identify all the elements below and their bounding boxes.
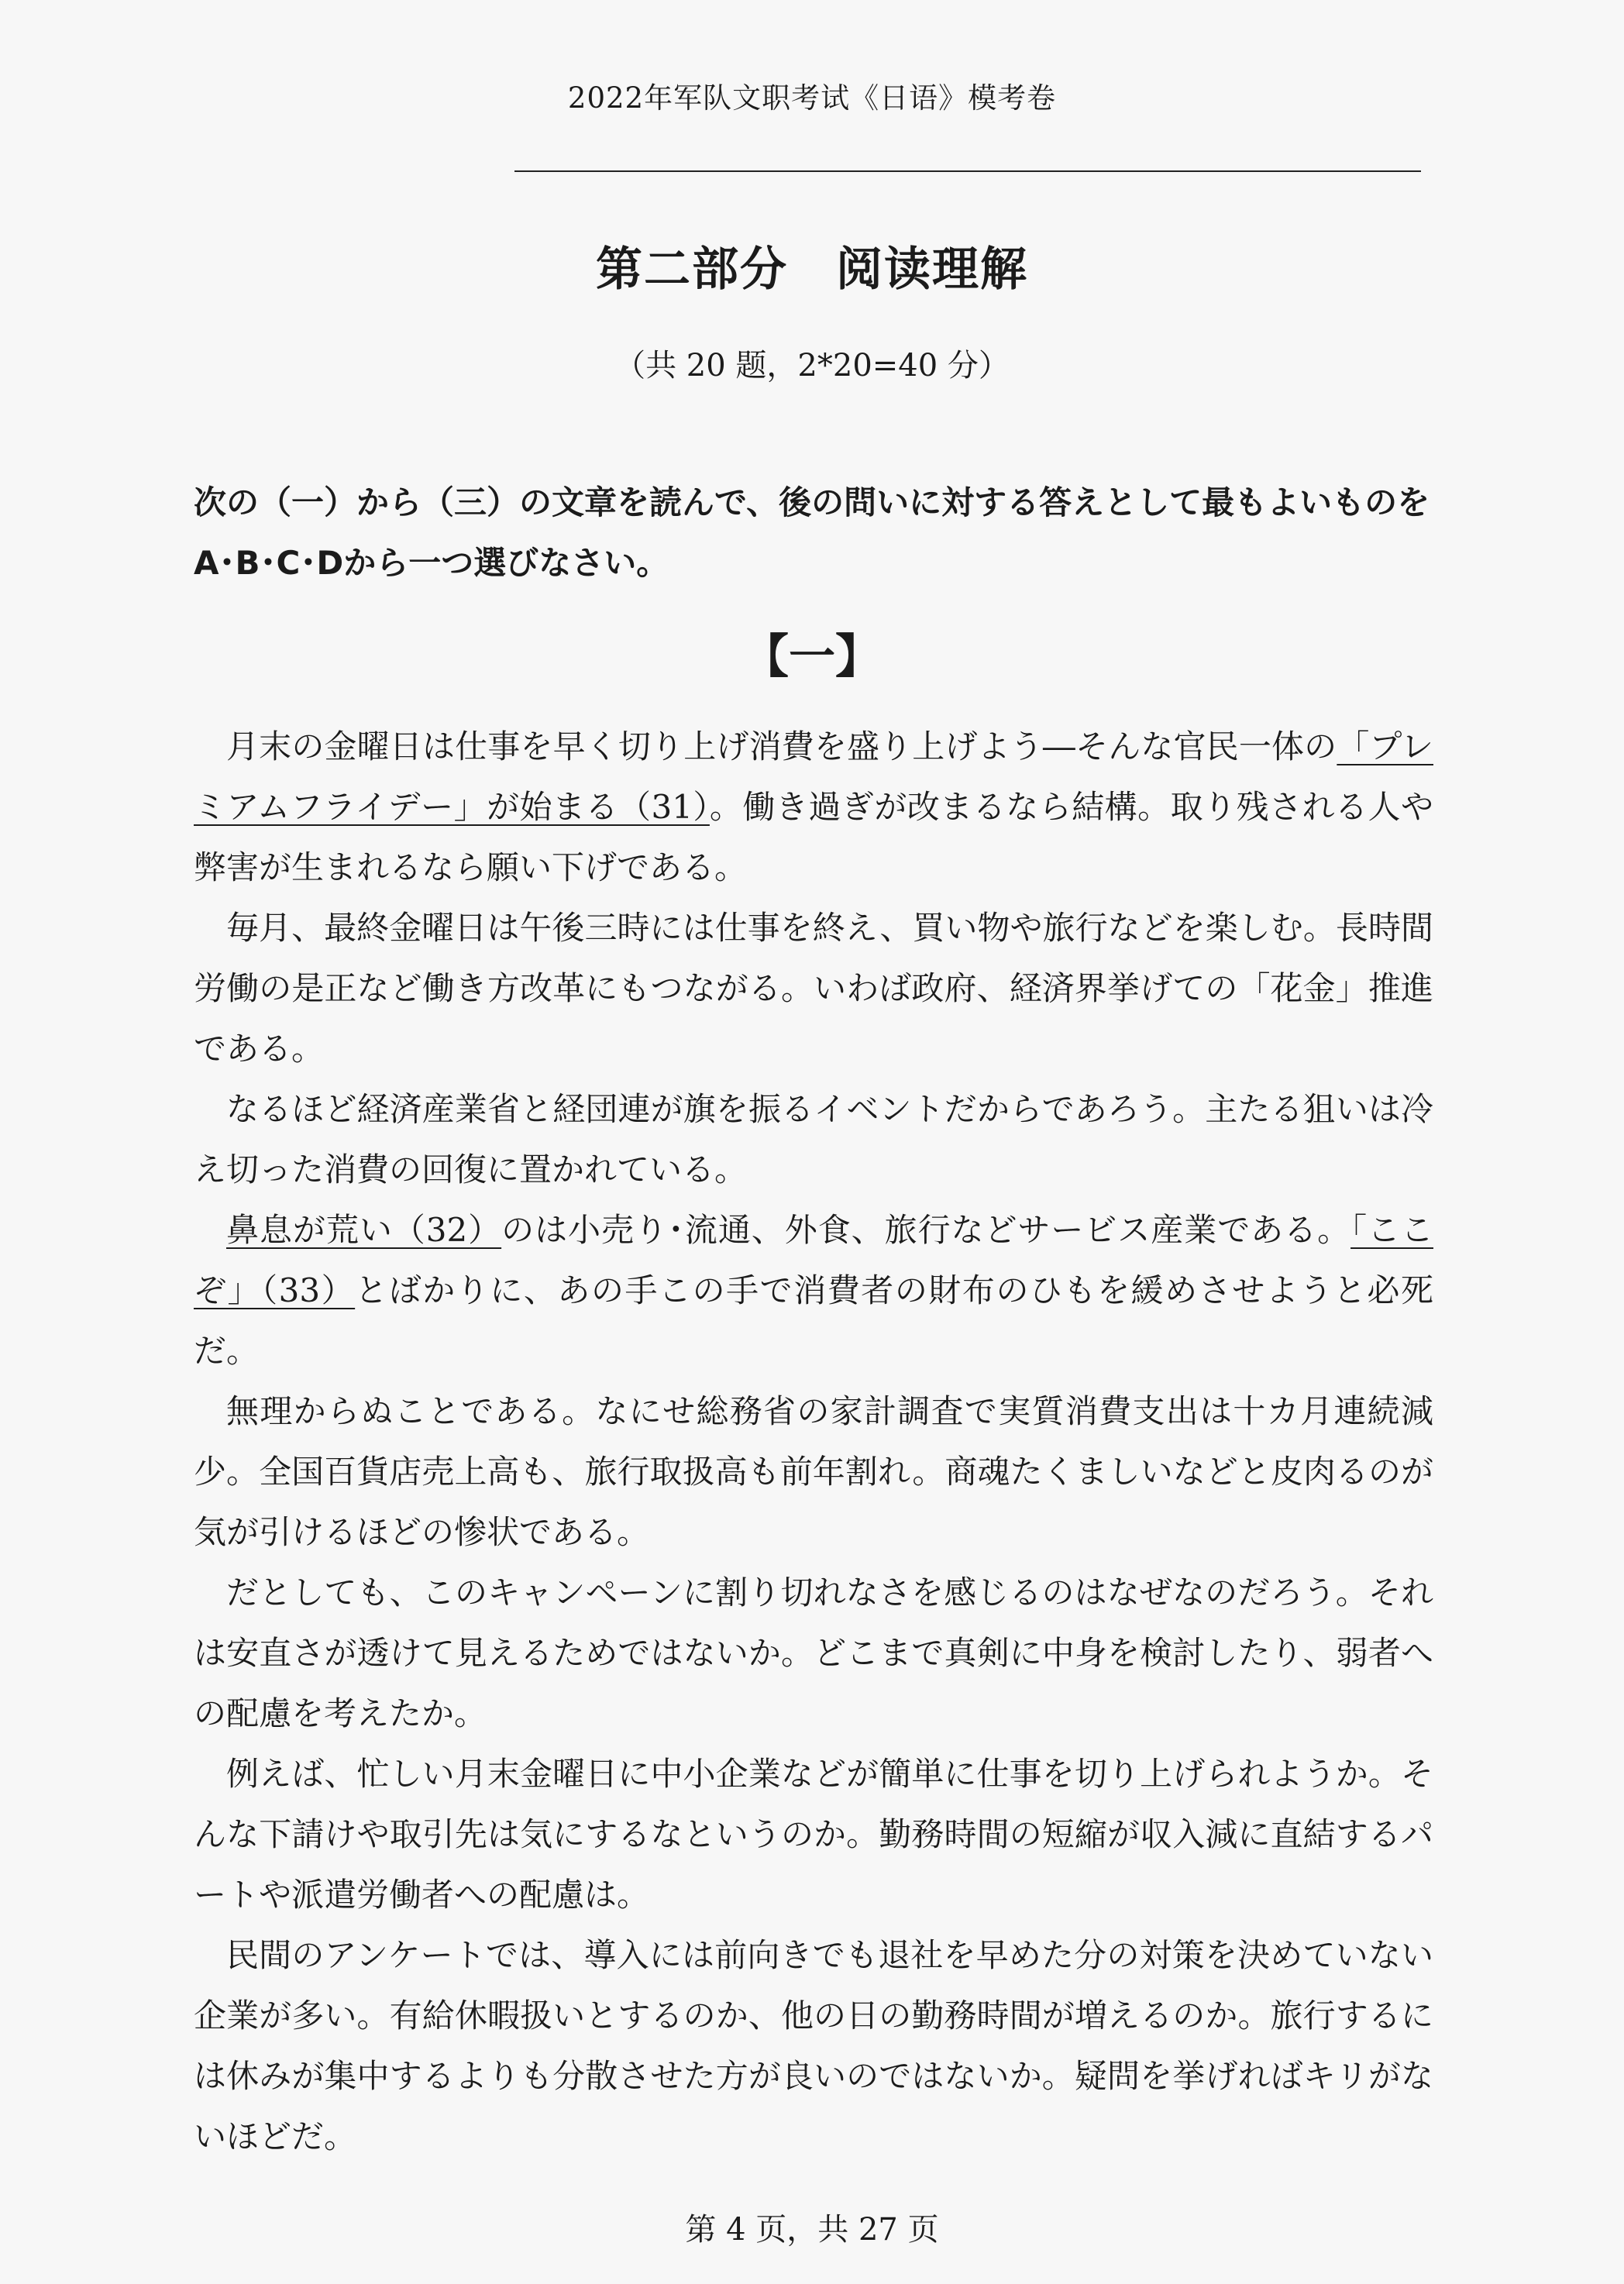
paragraph-4-text-a: のは小売り･流通、外食、旅行などサービス産業である。 <box>501 1211 1351 1249</box>
passage-body <box>194 717 1433 2167</box>
paragraph-3: なるほど経済産業省と経団連が旗を振るイベントだからであろう。主たる狙いは冷え切った消費の回復に置かれている。 <box>194 1090 1433 1188</box>
paragraph-7: 例えば、忙しい月末金曜日に中小企業などが簡単に仕事を切り上げられようか。そんな下請けや取引先は気にするなというのか。勤務時間の短縮が収入減に直結するパートや派遣労働者への配慮は。 <box>194 1755 1433 1914</box>
paragraph-4-text-b: とばかりに、あの手この手で消費者の財布のひもを緩めさせようと必死だ。 <box>194 1271 1433 1370</box>
reading-instructions: 次の（一）から（三）の文章を読んで、後の問いに対する答えとして最もよいものをA･B･C･Dから一つ選びなさい。 <box>194 483 1430 582</box>
section-subtitle: （共 20 题，2*20=40 分） <box>614 348 1010 384</box>
paragraph-5: 無理からぬことである。なにせ総務省の家計調査で実質消費支出は十カ月連続減少。全国百貨店売上高も、旅行取扱高も前年割れ。商魂たくましいなどと皮肉るのが気が引けるほどの惨状である。 <box>194 1392 1433 1551</box>
paragraph-8: 民間のアンケートでは、導入には前向きでも退社を早めた分の対策を決めていない企業が多い。有給休暇扱いとするのか、他の日の勤務時間が増えるのか。旅行するには休みが集中するよりも分散させた方が良いのではないか。疑問を挙げればキリがないほどだ。 <box>194 1936 1433 2155</box>
paragraph-2: 毎月、最終金曜日は午後三時には仕事を終え、買い物や旅行などを楽しむ。長時間労働の是正など働き方改革にもつながる。いわば政府、経済界挙げての「花金」推進である。 <box>194 909 1433 1068</box>
page-footer: 第 4 页，共 27 页 <box>685 2212 939 2248</box>
header-rule <box>514 170 1421 172</box>
paragraph-6: だとしても、このキャンペーンに割り切れなさを感じるのはなぜなのだろう。それは安直さが透けて見えるためではないか。どこまで真剣に中身を検討したり、弱者への配慮を考えたか。 <box>194 1574 1433 1732</box>
passage-heading: 【一】 <box>742 630 882 684</box>
section-title: 第二部分 阅读理解 <box>596 243 1028 297</box>
underlined-question-33: 「ここぞ」（33） <box>194 1211 1433 1309</box>
paragraph-1-text-b: 。働き過ぎが改まるなら結構。取り残される人や弊害が生まれるなら願い下げである。 <box>194 788 1433 886</box>
underlined-question-32: 鼻息が荒い（32） <box>226 1211 502 1249</box>
underlined-question-31: 「プレミアムフライデー」が始まる（31） <box>194 728 1433 826</box>
paragraph-1-text-a: 月末の金曜日は仕事を早く切り上げ消費を盛り上げよう―そんな官民一体の <box>226 728 1337 765</box>
paragraph-1 <box>194 717 1433 898</box>
running-header: 2022年军队文职考试《日语》模考卷 <box>567 81 1057 115</box>
paragraph-4 <box>194 1200 1433 1381</box>
